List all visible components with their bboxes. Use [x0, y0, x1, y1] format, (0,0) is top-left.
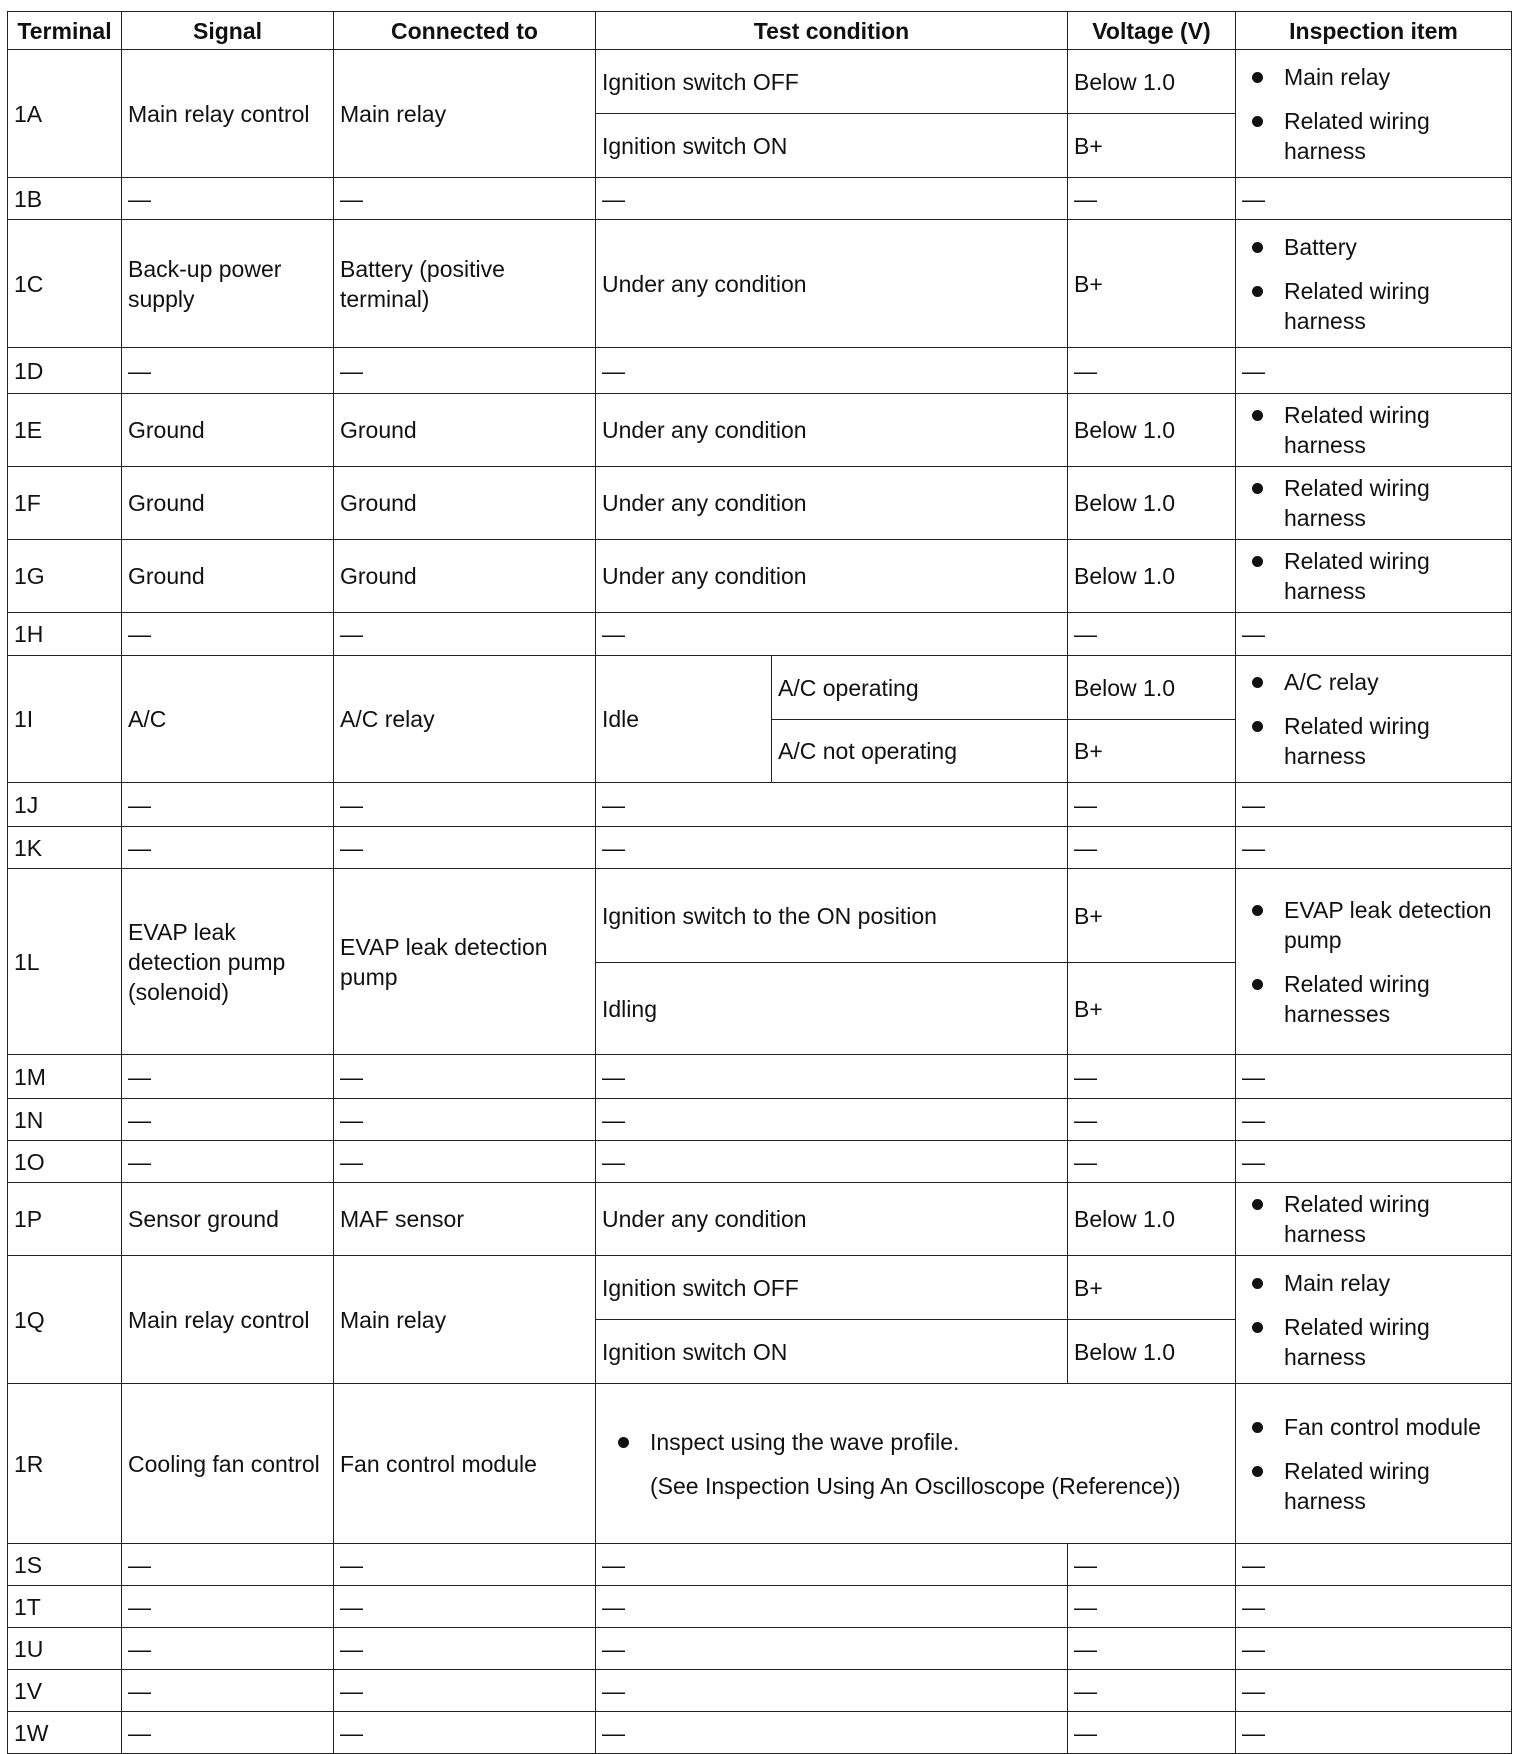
inspection-bullet: Related wiring harness — [1284, 711, 1511, 771]
signal-cell: Back-up power supply — [122, 220, 334, 348]
connected-cell: — — [334, 827, 596, 869]
voltage-cell: B+ — [1068, 114, 1236, 178]
inspection-bullet: Related wiring harness — [1284, 276, 1511, 336]
terminal-cell: 1J — [8, 783, 122, 827]
signal-cell: — — [122, 1099, 334, 1141]
voltage-cell: — — [1068, 1544, 1236, 1586]
table-row — [8, 827, 1512, 869]
signal-cell: — — [122, 1544, 334, 1586]
header-terminal: Terminal — [8, 12, 122, 50]
inspection-cell — [1236, 1384, 1512, 1544]
signal-cell: — — [122, 827, 334, 869]
condition-cell: — — [596, 1670, 1068, 1712]
terminal-cell: 1R — [8, 1384, 122, 1544]
voltage-cell: — — [1068, 1670, 1236, 1712]
terminal-cell: 1V — [8, 1670, 122, 1712]
inspection-bullet: Related wiring harness — [1284, 473, 1511, 533]
table-row — [8, 178, 1512, 220]
inspection-cell — [1236, 1183, 1512, 1256]
inspection-bullet: Related wiring harness — [1284, 546, 1511, 606]
connected-cell: — — [334, 613, 596, 656]
signal-cell: Ground — [122, 394, 334, 467]
inspection-cell — [1236, 869, 1512, 1055]
voltage-cell: — — [1068, 1586, 1236, 1628]
table-row — [8, 1099, 1512, 1141]
connected-cell: — — [334, 1712, 596, 1754]
voltage-cell: — — [1068, 613, 1236, 656]
voltage-cell: Below 1.0 — [1068, 1320, 1236, 1384]
signal-cell: Main relay control — [122, 1256, 334, 1384]
voltage-cell: — — [1068, 178, 1236, 220]
voltage-cell: — — [1068, 1628, 1236, 1670]
connected-cell: MAF sensor — [334, 1183, 596, 1256]
terminal-cell: 1L — [8, 869, 122, 1055]
terminal-cell: 1A — [8, 50, 122, 178]
oscilloscope-reference: (See Inspection Using An Oscilloscope (Reference)) — [650, 1472, 1181, 1499]
table-row — [8, 783, 1512, 827]
voltage-cell: — — [1068, 783, 1236, 827]
inspection-cell: — — [1236, 1141, 1512, 1183]
condition-cell: — — [596, 1055, 1068, 1099]
voltage-cell: — — [1068, 1055, 1236, 1099]
signal-cell: — — [122, 1586, 334, 1628]
voltage-cell: Below 1.0 — [1068, 656, 1236, 720]
condition-cell: Under any condition — [596, 220, 1068, 348]
header-connected-to: Connected to — [334, 12, 596, 50]
condition-cell: — — [596, 1544, 1068, 1586]
voltage-cell: Below 1.0 — [1068, 50, 1236, 114]
terminal-cell: 1Q — [8, 1256, 122, 1384]
connected-cell: — — [334, 1099, 596, 1141]
inspection-cell: — — [1236, 1628, 1512, 1670]
inspection-bullet: EVAP leak detection pump — [1284, 895, 1511, 955]
table-row — [8, 656, 1512, 720]
header-inspection-item: Inspection item — [1236, 12, 1512, 50]
header-row — [8, 12, 1512, 50]
inspection-cell: — — [1236, 1712, 1512, 1754]
table-row — [8, 1141, 1512, 1183]
condition-cell: Under any condition — [596, 1183, 1068, 1256]
inspection-cell: — — [1236, 827, 1512, 869]
terminal-cell: 1G — [8, 540, 122, 613]
connected-cell: — — [334, 178, 596, 220]
inspection-cell: — — [1236, 348, 1512, 394]
condition-cell: — — [596, 1141, 1068, 1183]
inspection-bullet: Related wiring harnesses — [1284, 969, 1511, 1029]
inspection-cell — [1236, 540, 1512, 613]
voltage-cell: Below 1.0 — [1068, 467, 1236, 540]
inspection-cell: — — [1236, 1099, 1512, 1141]
table-row — [8, 1384, 1512, 1544]
condition-cell: — — [596, 783, 1068, 827]
condition-cell: Ignition switch OFF — [596, 50, 1068, 114]
connected-cell: — — [334, 1586, 596, 1628]
table-row — [8, 1183, 1512, 1256]
terminal-cell: 1C — [8, 220, 122, 348]
connected-cell: — — [334, 1055, 596, 1099]
condition-cell: — — [596, 827, 1068, 869]
terminal-cell: 1F — [8, 467, 122, 540]
condition-cell: — — [596, 1099, 1068, 1141]
subcondition-cell: A/C not operating — [772, 720, 1068, 783]
table-row — [8, 50, 1512, 114]
connected-cell: — — [334, 1544, 596, 1586]
voltage-cell: Below 1.0 — [1068, 540, 1236, 613]
table-row — [8, 1670, 1512, 1712]
condition-cell: Under any condition — [596, 467, 1068, 540]
inspection-bullet: Related wiring harness — [1284, 1456, 1511, 1516]
terminal-cell: 1S — [8, 1544, 122, 1586]
inspection-bullet: Related wiring harness — [1284, 1312, 1511, 1372]
voltage-cell: B+ — [1068, 720, 1236, 783]
signal-cell: EVAP leak detection pump (solenoid) — [122, 869, 334, 1055]
terminal-cell: 1H — [8, 613, 122, 656]
inspection-cell — [1236, 467, 1512, 540]
signal-cell: Main relay control — [122, 50, 334, 178]
table-row — [8, 1544, 1512, 1586]
terminal-cell: 1O — [8, 1141, 122, 1183]
voltage-cell: — — [1068, 1141, 1236, 1183]
inspection-cell: — — [1236, 1670, 1512, 1712]
condition-cell: Under any condition — [596, 394, 1068, 467]
condition-cell: — — [596, 1628, 1068, 1670]
condition-cell: Ignition switch ON — [596, 114, 1068, 178]
table-row — [8, 394, 1512, 467]
terminal-cell: 1I — [8, 656, 122, 783]
voltage-cell: — — [1068, 1712, 1236, 1754]
signal-cell: Cooling fan control — [122, 1384, 334, 1544]
terminal-cell: 1U — [8, 1628, 122, 1670]
voltage-cell: — — [1068, 348, 1236, 394]
inspection-bullet: A/C relay — [1284, 667, 1511, 697]
signal-cell: — — [122, 1670, 334, 1712]
inspection-cell: — — [1236, 783, 1512, 827]
connected-cell: — — [334, 1670, 596, 1712]
inspection-cell — [1236, 394, 1512, 467]
connected-cell: Main relay — [334, 1256, 596, 1384]
inspection-cell: — — [1236, 613, 1512, 656]
table-row — [8, 869, 1512, 963]
condition-cell: — — [596, 1712, 1068, 1754]
terminal-cell: 1T — [8, 1586, 122, 1628]
table-row — [8, 348, 1512, 394]
table-row — [8, 1586, 1512, 1628]
signal-cell: — — [122, 1712, 334, 1754]
inspection-bullet: Related wiring harness — [1284, 106, 1511, 166]
terminal-cell: 1E — [8, 394, 122, 467]
table-row — [8, 1712, 1512, 1754]
connected-cell: — — [334, 1628, 596, 1670]
signal-cell: — — [122, 613, 334, 656]
voltage-cell: Below 1.0 — [1068, 394, 1236, 467]
voltage-cell: — — [1068, 1099, 1236, 1141]
condition-cell: — — [596, 1586, 1068, 1628]
connected-cell: Ground — [334, 467, 596, 540]
terminal-cell: 1W — [8, 1712, 122, 1754]
condition-cell: Ignition switch ON — [596, 1320, 1068, 1384]
terminal-cell: 1M — [8, 1055, 122, 1099]
terminal-cell: 1K — [8, 827, 122, 869]
connected-cell: Fan control module — [334, 1384, 596, 1544]
condition-cell: Idle — [596, 656, 772, 783]
header-signal: Signal — [122, 12, 334, 50]
connected-cell: A/C relay — [334, 656, 596, 783]
inspection-bullet: Main relay — [1284, 1268, 1511, 1298]
terminal-cell: 1N — [8, 1099, 122, 1141]
signal-cell: Sensor ground — [122, 1183, 334, 1256]
condition-cell: Ignition switch to the ON position — [596, 869, 1068, 963]
wave-profile-cell — [596, 1384, 1236, 1544]
signal-cell: — — [122, 783, 334, 827]
inspection-cell — [1236, 656, 1512, 783]
inspection-bullet: Related wiring harness — [1284, 400, 1511, 460]
signal-cell: — — [122, 1141, 334, 1183]
connected-cell: — — [334, 783, 596, 827]
connected-cell: Ground — [334, 394, 596, 467]
table-row — [8, 1256, 1512, 1320]
inspection-cell — [1236, 1256, 1512, 1384]
condition-cell: — — [596, 178, 1068, 220]
voltage-cell: B+ — [1068, 963, 1236, 1055]
condition-cell: Ignition switch OFF — [596, 1256, 1068, 1320]
header-voltage: Voltage (V) — [1068, 12, 1236, 50]
inspection-bullet: Battery — [1284, 232, 1511, 262]
connected-cell: EVAP leak detection pump — [334, 869, 596, 1055]
header-test-condition: Test condition — [596, 12, 1068, 50]
voltage-cell: B+ — [1068, 220, 1236, 348]
table-row — [8, 220, 1512, 348]
terminal-cell: 1P — [8, 1183, 122, 1256]
table-row — [8, 1055, 1512, 1099]
connected-cell: Main relay — [334, 50, 596, 178]
terminal-cell: 1D — [8, 348, 122, 394]
connected-cell: Ground — [334, 540, 596, 613]
condition-cell: Under any condition — [596, 540, 1068, 613]
voltage-cell: B+ — [1068, 869, 1236, 963]
signal-cell: A/C — [122, 656, 334, 783]
terminal-voltage-table — [7, 11, 1512, 1754]
inspection-bullet: Related wiring harness — [1284, 1189, 1511, 1249]
table-row — [8, 467, 1512, 540]
voltage-cell: Below 1.0 — [1068, 1183, 1236, 1256]
signal-cell: Ground — [122, 467, 334, 540]
inspection-cell: — — [1236, 178, 1512, 220]
wave-profile-note: Inspect using the wave profile. — [650, 1427, 1235, 1457]
table-row — [8, 1628, 1512, 1670]
inspection-bullet: Main relay — [1284, 62, 1511, 92]
connected-cell: — — [334, 348, 596, 394]
condition-cell: Idling — [596, 963, 1068, 1055]
voltage-cell: B+ — [1068, 1256, 1236, 1320]
connected-cell: — — [334, 1141, 596, 1183]
condition-cell: — — [596, 348, 1068, 394]
signal-cell: — — [122, 178, 334, 220]
connected-cell: Battery (positive terminal) — [334, 220, 596, 348]
table-row — [8, 540, 1512, 613]
condition-cell: — — [596, 613, 1068, 656]
terminal-cell: 1B — [8, 178, 122, 220]
inspection-cell: — — [1236, 1055, 1512, 1099]
inspection-bullet: Fan control module — [1284, 1412, 1511, 1442]
signal-cell: — — [122, 1055, 334, 1099]
voltage-cell: — — [1068, 827, 1236, 869]
signal-cell: Ground — [122, 540, 334, 613]
subcondition-cell: A/C operating — [772, 656, 1068, 720]
signal-cell: — — [122, 348, 334, 394]
signal-cell: — — [122, 1628, 334, 1670]
inspection-cell: — — [1236, 1544, 1512, 1586]
table-row — [8, 613, 1512, 656]
inspection-cell: — — [1236, 1586, 1512, 1628]
inspection-cell — [1236, 50, 1512, 178]
inspection-cell — [1236, 220, 1512, 348]
